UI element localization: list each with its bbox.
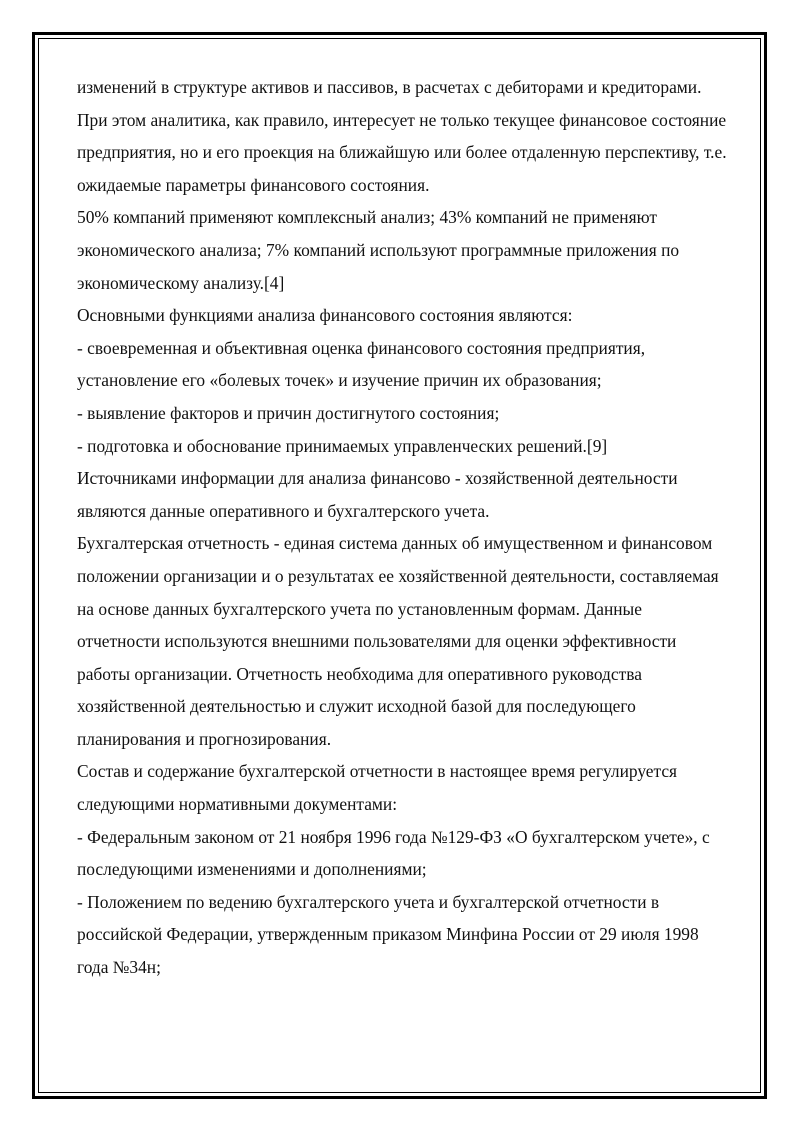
list-item: - своевременная и объективная оценка финансового состояния предприятия, установление его «болевых точек» и изучение причин их образования; [77,337,646,391]
paragraph: изменений в структуре активов и пассивов, в расчетах с дебиторами и кредиторами. При этом аналитика, как правило, интересует не только текущее финансовое состояние предприятия, но и его проекция на ближайшую или более отдаленную перспективу, т.е. ожидаемые параметры финансового состояния. [77,77,727,195]
paragraph: Бухгалтерская отчетность - единая система данных об имущественном и финансовом положении организации и о результатах ее хозяйственной деятельности, составляемая на основе данных бухгалтерского учета по установленным формам. Данные отчетности используются внешними пользователями для оценки эффективности работы организации. Отчетность необходима для оперативного руководства хозяйственной деятельностью и служит исходной базой для последующего планирования и прогнозирования. [77,533,719,749]
list-item: - Федеральным законом от 21 ноября 1996 года №129-ФЗ «О бухгалтерском учете», с последующими изменениями и дополнениями; [77,826,710,880]
paragraph: Основными функциями анализа финансового состояния являются: [77,305,573,326]
paragraph: 50% компаний применяют комплексный анализ; 43% компаний не применяют экономического анализа; 7% компаний используют программные приложения по экономическому анализу.[4] [77,207,680,293]
paragraph: Состав и содержание бухгалтерской отчетности в настоящее время регулируется следующими нормативными документами: [77,761,678,815]
document-body [77,71,727,984]
list-item: - подготовка и обоснование принимаемых управленческих решений.[9] [77,435,608,456]
list-item: - выявление факторов и причин достигнутого состояния; [77,402,500,423]
paragraph: Источниками информации для анализа финансово - хозяйственной деятельности являются данные оперативного и бухгалтерского учета. [77,468,678,521]
list-item: - Положением по ведению бухгалтерского учета и бухгалтерской отчетности в российской Федерации, утвержденным приказом Минфина России от 29 июля 1998 года №34н; [77,891,699,978]
